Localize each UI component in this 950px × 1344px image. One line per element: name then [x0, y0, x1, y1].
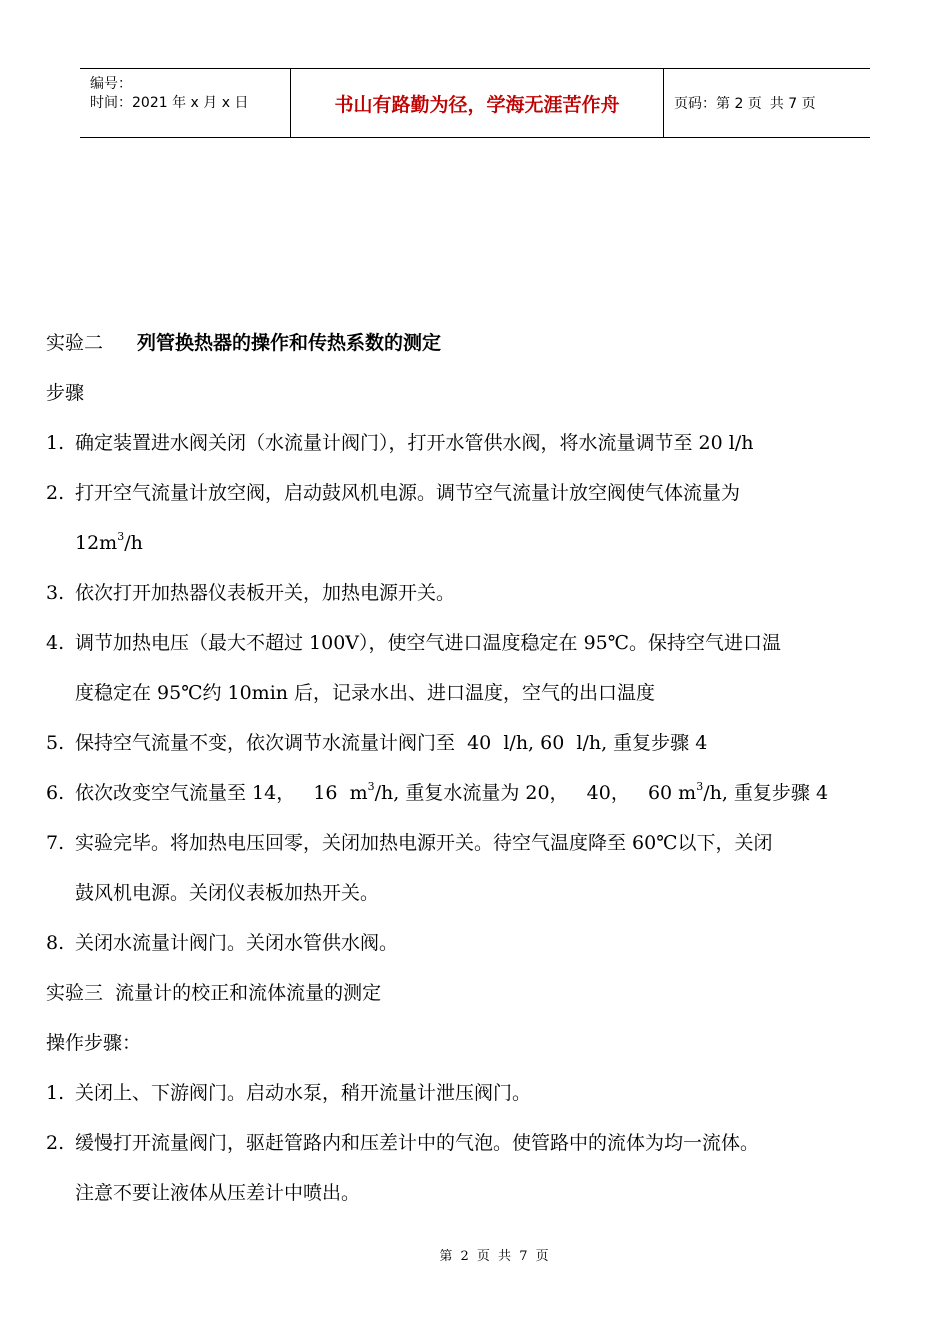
exp3-steps-heading: 操作步骤：	[46, 1032, 142, 1054]
header-time: 时间：2021 年 x 月 x 日	[90, 95, 249, 111]
list-item-continuation: 度稳定在 95℃约 10min 后，记录水出、进口温度，空气的出口温度	[75, 682, 656, 704]
list-item-continuation: 注意不要让液体从压差计中喷出。	[75, 1182, 361, 1204]
exp3-title: 实验三 流量计的校正和流体流量的测定	[46, 982, 382, 1004]
list-item: 1. 确定装置进水阀关闭（水流量计阀门），打开水管供水阀，将水流量调节至 20 l/h	[46, 432, 754, 454]
list-item: 6. 依次改变空气流量至 14， 16 $m^3/h$, 重复水流量为 20， 40， 60 $m^3/h$, 重复步骤 4	[46, 779, 829, 804]
page-footer: 第 2 页 共 7 页	[439, 1249, 551, 1264]
page-header	[80, 68, 870, 138]
list-item: 5. 保持空气流量不变，依次调节水流量计阀门至 40 l/h, 60 l/h, 重复步骤 4	[46, 732, 708, 754]
exp2-steps-heading: 步骤	[46, 382, 85, 404]
header-number: 编号：	[90, 76, 132, 92]
list-item-continuation: 鼓风机电源。关闭仪表板加热开关。	[75, 882, 380, 904]
header-page-total: 共 7 页	[769, 96, 816, 112]
header-page-info	[664, 69, 870, 137]
exp2-prefix: 实验二	[46, 332, 104, 354]
list-item: 7. 实验完毕。将加热电压回零，关闭加热电源开关。待空气温度降至 60℃以下，关闭	[46, 832, 773, 854]
list-item-continuation: $12m^3/h$	[75, 529, 143, 554]
list-item: 8. 关闭水流量计阀门。关闭水管供水阀。	[46, 932, 399, 954]
header-page-number: 页码：第 2 页	[674, 96, 762, 112]
document-body	[46, 323, 908, 1223]
list-item: 2. 缓慢打开流量阀门，驱赶管路内和压差计中的气泡。使管路中的流体为均一流体。	[46, 1132, 760, 1154]
list-item: 2. 打开空气流量计放空阀，启动鼓风机电源。调节空气流量计放空阀使气体流量为	[46, 482, 741, 504]
list-item: 3. 依次打开加热器仪表板开关，加热电源开关。	[46, 582, 456, 604]
list-item: 1. 关闭上、下游阀门。启动水泵，稍开流量计泄压阀门。	[46, 1082, 532, 1104]
header-motto: 书山有路勤为径，学海无涯苦作舟	[291, 69, 664, 137]
list-item: 4. 调节加热电压（最大不超过 100V），使空气进口温度稳定在 95℃。保持空气进口温	[46, 632, 781, 654]
exp2-title	[46, 323, 908, 373]
header-meta	[80, 69, 291, 137]
exp2-title-text: 列管换热器的操作和传热系数的测定	[137, 332, 442, 354]
